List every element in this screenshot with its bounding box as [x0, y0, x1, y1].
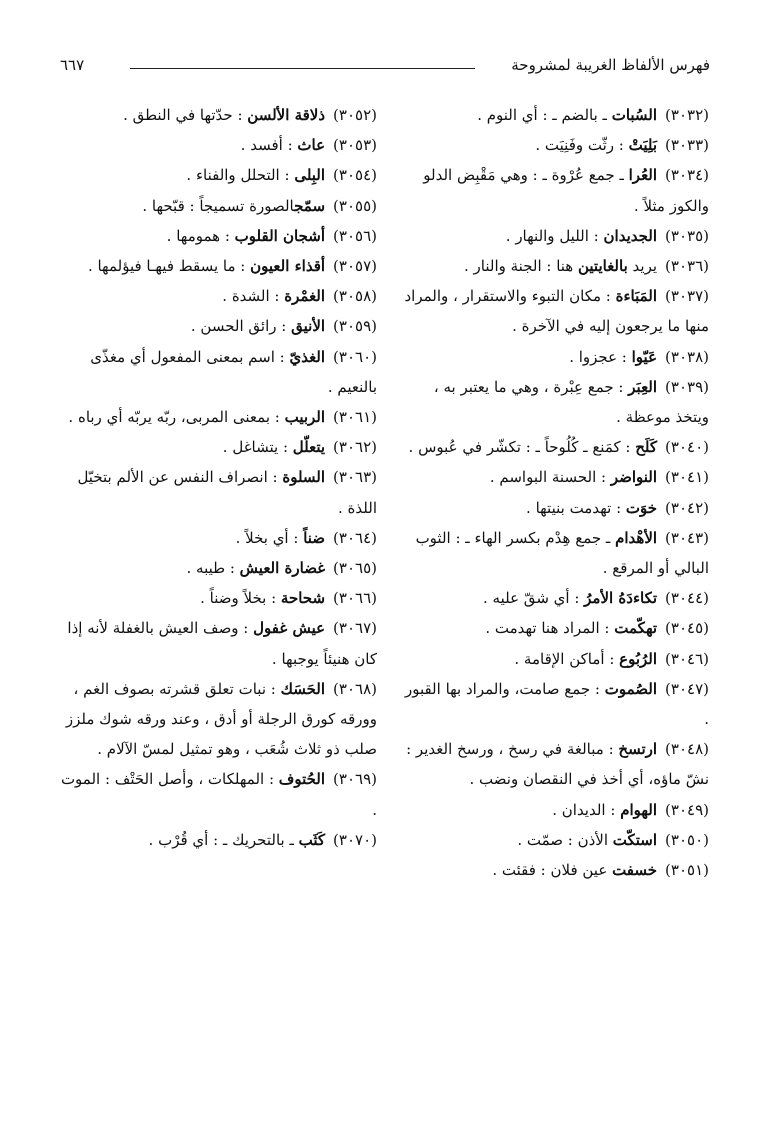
entry-definition: : يتشاغل .	[222, 438, 293, 457]
entry-definition: : وصف العيش بالغفلة لأنه إذا كان هنيئاً يوجبها .	[67, 619, 377, 668]
entry-number: (٣٠٥٧)	[333, 257, 377, 276]
entry-term: بَلِيَتْ	[628, 136, 658, 155]
entry-number: (٣٠٣٩)	[665, 377, 709, 396]
glossary-entry	[399, 734, 709, 794]
glossary-entry	[399, 251, 709, 281]
entry-number: (٣٠٦٠)	[333, 347, 377, 366]
entry-definition: : أي بخلاً .	[235, 528, 304, 547]
entry-definition: : طيبه .	[186, 559, 240, 578]
entry-definition: : المهلكات ، وأصل الحَتْف : الموت .	[60, 770, 377, 819]
entry-number: (٣٠٦٧)	[333, 619, 377, 638]
entry-number: (٣٠٥٥)	[333, 196, 377, 215]
entry-number: (٣٠٤٩)	[665, 800, 709, 819]
entry-number: (٣٠٤٧)	[665, 679, 709, 698]
glossary-entry	[399, 342, 709, 372]
entry-definition: : عجزوا .	[569, 347, 632, 366]
entry-term: تكاءدَهُ الأمرُ	[584, 589, 658, 608]
glossary-entry	[55, 613, 377, 673]
entry-term: أشجان القلوب	[234, 226, 326, 245]
entry-term: السلوة	[282, 468, 326, 487]
glossary-entry	[399, 583, 709, 613]
entry-number: (٣٠٤٤)	[665, 589, 709, 608]
entry-term: استكّت	[612, 830, 658, 849]
entry-definition: الصورة تسميجاً : قبّحها .	[142, 196, 295, 215]
entry-definition: : رائق الحسن .	[190, 317, 292, 336]
glossary-entry	[55, 674, 377, 765]
entry-number: (٣٠٣٧)	[665, 287, 709, 306]
glossary-entry	[55, 130, 377, 160]
entry-definition: ـ بالضم ـ : أي النوم .	[477, 106, 612, 124]
entry-term: ذلاقة الألسن	[247, 106, 326, 124]
entry-number: (٣٠٤٣)	[665, 528, 709, 547]
entry-term: البِلى	[294, 166, 326, 185]
entry-definition: هنا : الجنة والنار .	[464, 257, 578, 276]
entry-number: (٣٠٣٨)	[665, 347, 709, 366]
glossary-entry	[399, 644, 709, 674]
entry-term: النواضر	[610, 468, 658, 487]
glossary-entry	[399, 130, 709, 160]
glossary-entry	[399, 855, 709, 885]
glossary-entry	[399, 674, 709, 734]
entry-definition: : أفسد .	[240, 136, 298, 155]
entry-number: (٣٠٥٣)	[333, 136, 377, 155]
entry-number: (٣٠٣٦)	[665, 257, 709, 276]
entry-term: الصُموت	[604, 679, 658, 698]
glossary-entry	[399, 160, 709, 220]
entry-definition: : تهدمت بنيتها .	[526, 498, 626, 517]
entry-number: (٣٠٥٩)	[333, 317, 377, 336]
entry-term: شحاحة	[280, 589, 326, 608]
entry-number: (٣٠٦٩)	[333, 770, 377, 789]
entry-definition: : كمَنع ـ كُلُوحاً ـ : تكشّر في عُبوس .	[408, 438, 636, 457]
entry-term: ضناً	[303, 528, 326, 547]
entry-definition: : التحلل والفناء .	[186, 166, 295, 185]
glossary-entry	[55, 764, 377, 824]
entry-number: (٣٠٦٢)	[333, 438, 377, 457]
entry-term: عَيّوا	[631, 347, 658, 366]
glossary-entry	[399, 825, 709, 855]
entry-definition: : انصراف النفس عن الألم بتخيّل اللذة .	[77, 468, 377, 517]
entry-number: (٣٠٤٠)	[665, 438, 709, 457]
entry-number: (٣٠٥٠)	[665, 830, 709, 849]
entry-number: (٣٠٦٨)	[333, 679, 377, 698]
glossary-entry	[55, 402, 377, 432]
glossary-entry	[55, 311, 377, 341]
entry-number: (٣٠٣٥)	[665, 226, 709, 245]
page-number: ٦٦٧	[60, 56, 85, 74]
entry-term: العِبَر	[628, 377, 658, 396]
entry-term: يتعلّل	[292, 438, 326, 457]
entry-definition: : نبات تعلق قشرته بصوف الغم ، وورقه كورق الرجلة أو أدق ، وعند ورقه شوك ملزز صلب ذو ثلاث شُعَب ، وهو تمثيل لمسّ الآلام .	[65, 679, 377, 759]
entry-term: الحُتوف	[278, 770, 326, 789]
entry-definition: : أي شقّ عليه .	[483, 589, 585, 608]
entry-definition: : بخلاً وضناً .	[200, 589, 281, 608]
entry-term: الحَسَك	[280, 679, 326, 698]
glossary-entry	[55, 825, 377, 855]
entry-definition: : ما يسقط فيهـا فيؤلمها .	[87, 257, 251, 276]
entry-term: الغذيّ	[289, 347, 326, 366]
entry-term: كَلَح	[635, 438, 658, 457]
entry-number: (٣٠٤٢)	[665, 498, 709, 517]
entry-prefix: يريد	[627, 257, 658, 276]
entry-term: تهكّمت	[614, 619, 658, 638]
entry-definition: : الليل والنهار .	[505, 226, 604, 245]
entry-term: كَثَب	[298, 830, 326, 849]
entry-number: (٣٠٧٠)	[333, 830, 377, 849]
entry-number: (٣٠٥٤)	[333, 166, 377, 185]
entry-term: خسفت	[612, 861, 658, 880]
entry-number: (٣٠٤٥)	[665, 619, 709, 638]
entry-definition: : اسم بمعنى المفعول أي مغذّى بالنعيم .	[90, 347, 377, 396]
entry-number: (٣٠٦٥)	[333, 559, 377, 578]
page-header	[60, 56, 710, 82]
glossary-entry	[55, 251, 377, 281]
entry-definition: : الديدان .	[552, 800, 621, 819]
glossary-entry	[55, 583, 377, 613]
glossary-entry	[399, 281, 709, 341]
entry-number: (٣٠٦٣)	[333, 468, 377, 487]
entry-definition: عين فلان : فقئت .	[492, 861, 613, 880]
glossary-entry	[55, 342, 377, 402]
entry-definition: ـ بالتحريك ـ : أي قُرْب .	[148, 830, 299, 849]
right-column	[399, 100, 709, 885]
glossary-entry	[55, 462, 377, 522]
entry-number: (٣٠٦٦)	[333, 589, 377, 608]
entry-definition: : رثّت وفَنِيَت .	[535, 136, 629, 155]
glossary-entry	[399, 432, 709, 462]
entry-term: الغمْرة	[284, 287, 326, 306]
glossary-entry	[399, 462, 709, 492]
glossary-entry	[55, 100, 377, 130]
entry-definition: ـ جمع عُرْوة ـ : وهي مَقْبِض الدلو والكوز مثلاً .	[423, 166, 709, 215]
glossary-entry	[399, 613, 709, 643]
entry-number: (٣٠٤١)	[665, 468, 709, 487]
glossary-entry	[55, 160, 377, 190]
glossary-entry	[399, 523, 709, 583]
entry-number: (٣٠٥٦)	[333, 226, 377, 245]
entry-definition: : الحسنة البواسم .	[489, 468, 611, 487]
entry-definition: : همومها .	[166, 226, 235, 245]
entry-definition: : جمع عِبْرة ، وهي ما يعتبر به ، ويتخذ موعظة .	[433, 377, 709, 427]
entry-number: (٣٠٤٨)	[665, 740, 709, 759]
glossary-entry	[55, 432, 377, 462]
entry-number: (٣٠٥٨)	[333, 287, 377, 306]
entry-term: الأهْدام	[615, 528, 658, 547]
entry-definition: ـ جمع هِدْم بكسر الهاء ـ : الثوب البالي أو المرقع .	[415, 528, 709, 578]
glossary-entry	[55, 553, 377, 583]
entry-term: عاث	[297, 136, 326, 155]
entry-number: (٣٠٤٦)	[665, 649, 709, 668]
entry-number: (٣٠٣٤)	[665, 166, 709, 185]
glossary-entry	[399, 493, 709, 523]
entry-term: الأنيق	[291, 317, 326, 336]
entry-term: الجديدان	[603, 226, 658, 245]
entry-term: أقذاء العيون	[250, 257, 326, 276]
running-title: فهرس الألفاظ الغريبة لمشروحة	[511, 56, 710, 74]
entry-term: سمّج	[294, 196, 326, 215]
glossary-entry	[399, 795, 709, 825]
entry-term: ارتسخ	[618, 740, 658, 759]
left-column	[55, 100, 377, 855]
entry-term: الهوام	[620, 800, 658, 819]
entry-term: بالغايتين	[577, 257, 628, 276]
entry-definition: : مكان التبوء والاستقرار ، والمراد منها ما يرجعون إليه في الآخرة .	[404, 287, 709, 336]
glossary-entry	[399, 221, 709, 251]
entry-term: السُبات	[611, 106, 658, 124]
glossary-entry	[399, 100, 709, 130]
glossary-entry	[399, 372, 709, 432]
entry-number: (٣٠٦١)	[333, 408, 377, 427]
glossary-entry	[55, 191, 377, 221]
entry-definition: : بمعنى المربى، ربّه يربّه أي رباه .	[68, 408, 285, 427]
entry-definition: : المراد هنا تهدمت .	[485, 619, 615, 638]
entry-number: (٣٠٣٣)	[665, 136, 709, 155]
entry-number: (٣٠٦٤)	[333, 528, 377, 547]
entry-term: الرُبُوع	[619, 649, 658, 668]
glossary-entry	[55, 523, 377, 553]
entry-term: عيش غفول	[253, 619, 326, 638]
entry-definition: : الشدة .	[222, 287, 285, 306]
entry-term: غضارة العيش	[239, 559, 326, 578]
entry-term: الربيب	[284, 408, 326, 427]
entry-definition: : جمع صامت، والمراد بها القبور .	[404, 679, 709, 729]
entry-term: خوَت	[625, 498, 658, 517]
entry-definition: : أماكن الإقامة .	[514, 649, 620, 668]
entry-term: العُرا	[628, 166, 658, 185]
header-rule	[130, 68, 475, 69]
entry-number: (٣٠٣٢)	[665, 106, 709, 124]
glossary-entry	[55, 221, 377, 251]
entry-definition: الأذن : صمّت .	[517, 830, 613, 849]
entry-term: المَبَاءة	[615, 287, 658, 306]
glossary-entry	[55, 281, 377, 311]
entry-definition: : مبالغة في رسخ ، ورسخ الغدير : نشّ ماؤه، أي أخذ في النقصان ونضب .	[406, 740, 709, 789]
entry-definition: : حدّتها في النطق .	[123, 106, 248, 124]
entry-number: (٣٠٥١)	[665, 861, 709, 880]
entry-number: (٣٠٥٢)	[333, 106, 377, 124]
